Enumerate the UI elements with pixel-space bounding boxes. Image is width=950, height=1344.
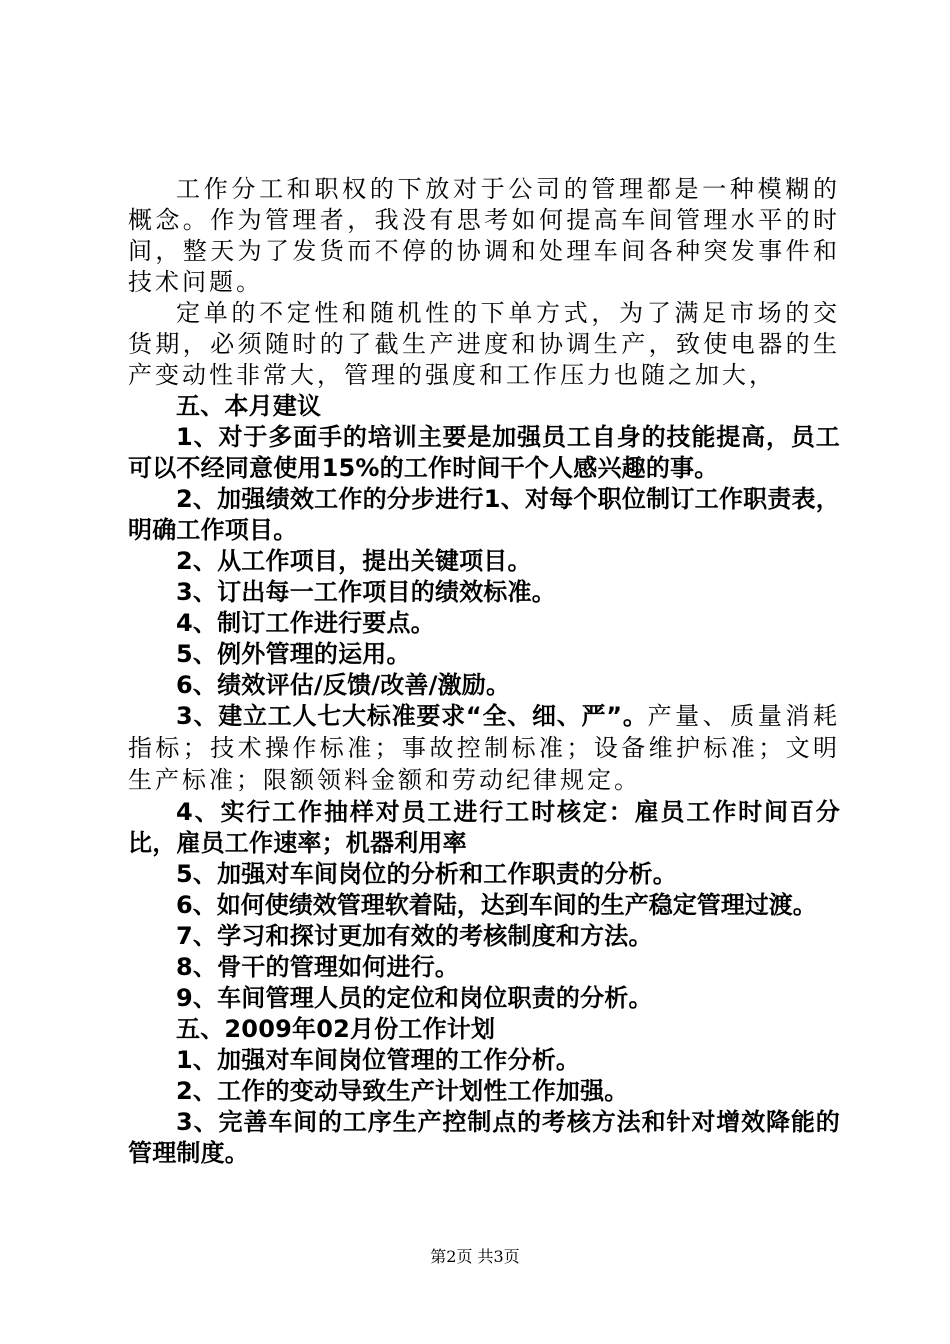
paragraph: 工作分工和职权的下放对于公司的管理都是一种模糊的概念。作为管理者，我没有思考如何提高车间管理水平的时间，整天为了发货而不停的协调和处理车间各种突发事件和技术问题。 — [128, 175, 840, 296]
list-item: 5、例外管理的运用。 — [176, 640, 411, 668]
list-item: 4、实行工作抽样对员工进行工时核定：雇员工作时间百分比，雇员工作速率；机器利用率 — [128, 798, 840, 857]
page-number: 第2页 共3页 — [430, 1247, 520, 1266]
paragraph: 定单的不定性和随机性的下单方式，为了满足市场的交货期，必须随时的了截生产进度和协调生产，致使电器的生产变动性非常大，管理的强度和工作压力也随之加大， — [128, 299, 840, 389]
list-item — [128, 701, 840, 797]
list-item: 8、骨干的管理如何进行。 — [176, 953, 460, 981]
list-item: 2、从工作项目，提出关键项目。 — [176, 547, 532, 575]
section-heading: 五、本月建议 — [176, 392, 322, 420]
list-item: 1、加强对车间岗位管理的工作分析。 — [176, 1046, 581, 1074]
list-item: 2、加强绩效工作的分步进行1、对每个职位制订工作职责表，明确工作项目。 — [128, 485, 840, 544]
list-item: 3、完善车间的工序生产控制点的考核方法和针对增效降能的管理制度。 — [128, 1108, 840, 1167]
document-body — [128, 174, 840, 1169]
section-heading: 五、2009年02月份工作计划 — [176, 1015, 496, 1043]
list-item: 5、加强对车间岗位的分析和工作职责的分析。 — [176, 860, 677, 888]
list-item: 4、制订工作进行要点。 — [176, 609, 435, 637]
list-item: 7、学习和探讨更加有效的考核制度和方法。 — [176, 922, 653, 950]
list-item: 9、车间管理人员的定位和岗位职责的分析。 — [176, 984, 653, 1012]
list-item: 6、绩效评估/反馈/改善/激励。 — [176, 671, 511, 699]
list-item: 1、对于多面手的培训主要是加强员工自身的技能提高，员工可以不经同意使用15%的工作时间干个人感兴趣的事。 — [128, 423, 840, 482]
list-item: 3、订出每一工作项目的绩效标准。 — [176, 578, 556, 606]
list-item-rest: 产量、质量消耗指标；技术操作标准；事故控制标准；设备维护标准；文明生产标准；限额领料金额和劳动纪律规定。 — [128, 702, 840, 794]
list-item-lead: 3、建立工人七大标准要求“全、细、严”。 — [176, 702, 648, 730]
list-item: 2、工作的变动导致生产计划性工作加强。 — [176, 1077, 629, 1105]
list-item: 6、如何使绩效管理软着陆，达到车间的生产稳定管理过渡。 — [176, 891, 817, 919]
